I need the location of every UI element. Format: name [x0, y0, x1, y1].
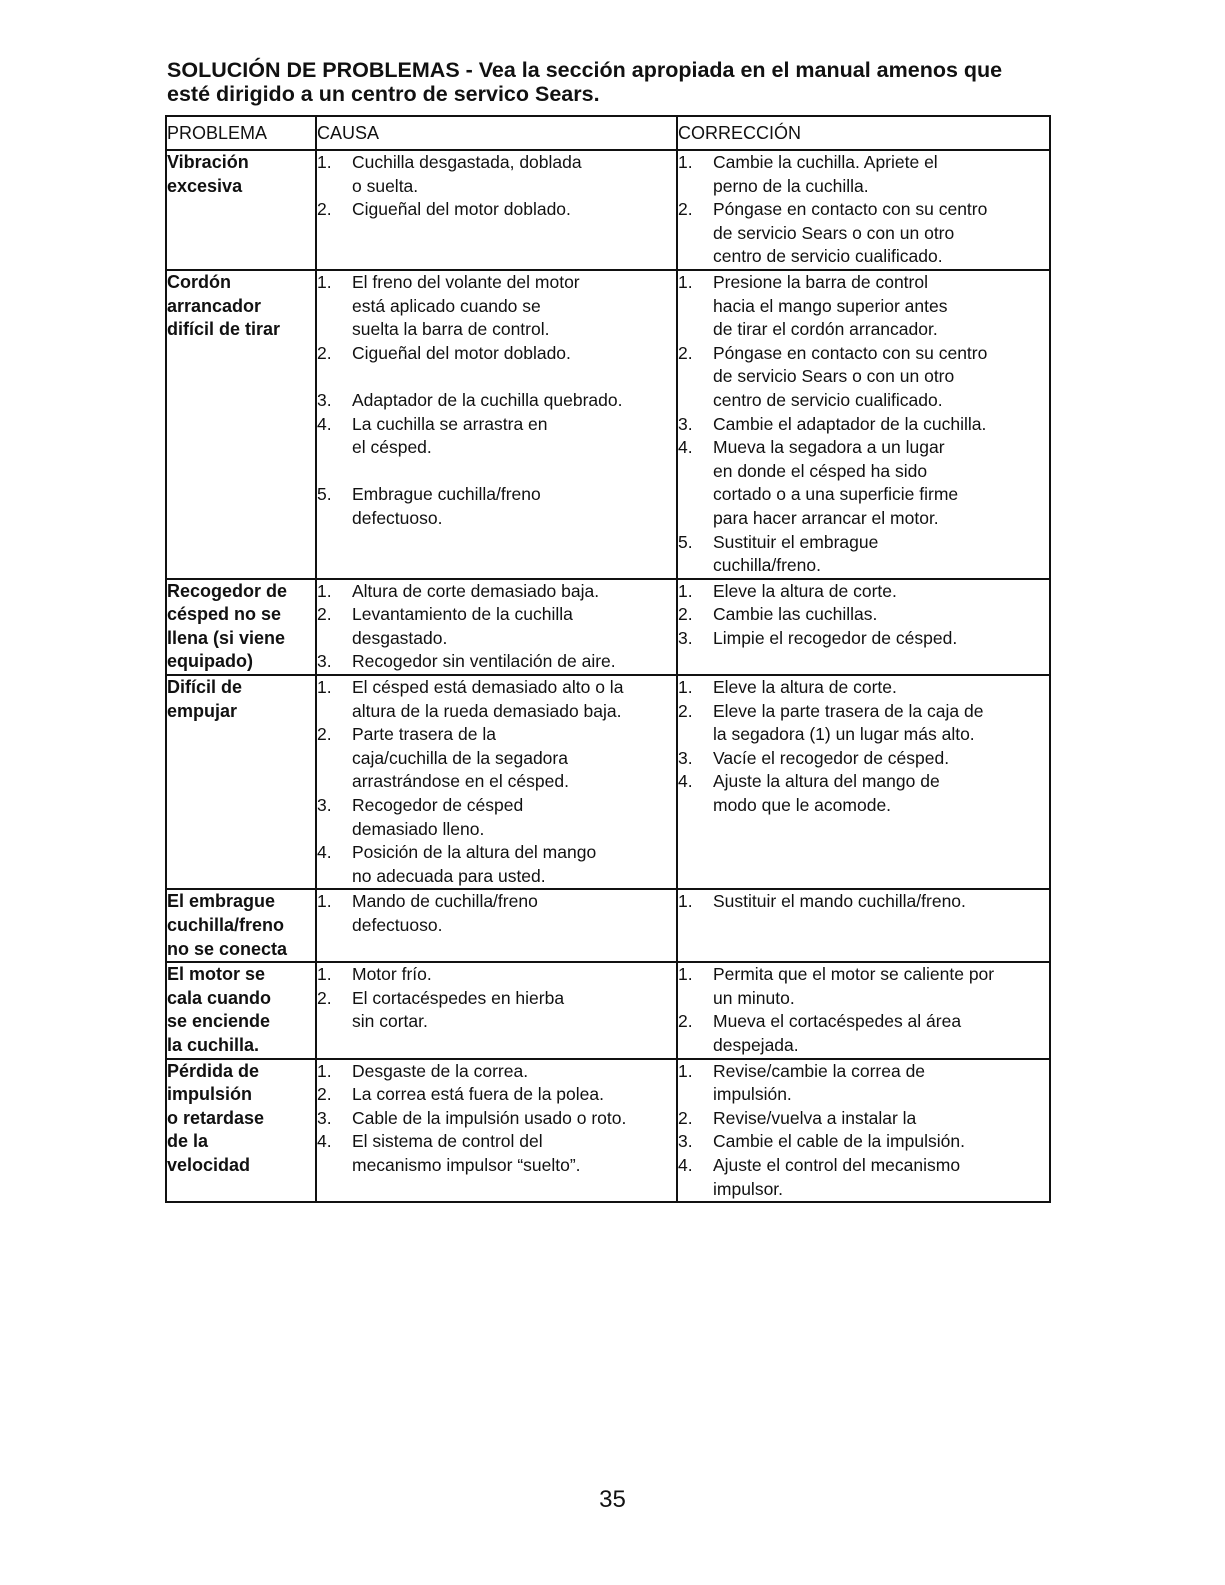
- correction-number: 2.: [678, 342, 693, 363]
- cause-number: 1.: [317, 152, 332, 172]
- cause-text: Cable de la impulsión usado o roto.: [352, 1107, 627, 1128]
- cause-number: 4.: [317, 413, 332, 434]
- problem-cell: [166, 962, 316, 1058]
- table-row: [166, 150, 1050, 270]
- correction-text: Limpie el recogedor de césped.: [713, 627, 958, 648]
- cause-number: 2.: [317, 604, 332, 625]
- correction-number: 4.: [678, 437, 693, 458]
- correction-item: [678, 1107, 1049, 1131]
- cause-text: Altura de corte demasiado baja.: [352, 580, 600, 601]
- problem-text: Difícil de empujar: [167, 677, 243, 721]
- cause-number: 1.: [317, 271, 332, 292]
- correction-item: [678, 747, 1049, 771]
- cause-text: El cortacéspedes en hierba sin cortar.: [352, 987, 565, 1032]
- correction-cell: [677, 962, 1050, 1058]
- correction-cell: [677, 579, 1050, 675]
- cause-text: Desgaste de la correa.: [352, 1060, 529, 1081]
- correction-item: [678, 436, 1049, 530]
- correction-number: 4.: [678, 771, 693, 792]
- cause-number: 2.: [317, 724, 332, 745]
- cause-text: El freno del volante del motor está aplicado cuando se suelta la barra de control.: [352, 271, 580, 340]
- cause-item: [317, 271, 676, 342]
- correction-text: Ajuste el control del mecanismo impulsor.: [713, 1154, 961, 1199]
- header-problem: PROBLEMA: [166, 116, 316, 150]
- correction-text: Eleve la parte trasera de la caja de la segadora (1) un lugar más alto.: [713, 700, 984, 745]
- cause-number: 3.: [317, 1107, 332, 1128]
- table-header-row: [166, 116, 1050, 150]
- problem-text: Recogedor de césped no se llena (si viene equipado): [167, 580, 288, 672]
- cause-number: 3.: [317, 651, 332, 672]
- correction-item: [678, 1130, 1049, 1154]
- cause-text: La cuchilla se arrastra en el césped.: [352, 413, 548, 458]
- correction-item: [678, 531, 1049, 578]
- correction-item: [678, 700, 1049, 747]
- cause-text: La correa está fuera de la polea.: [352, 1084, 604, 1105]
- correction-number: 2.: [678, 604, 693, 625]
- cause-text: Levantamiento de la cuchilla desgastado.: [352, 604, 573, 648]
- header-cause: CAUSA: [316, 116, 677, 150]
- cause-number: 1.: [317, 964, 332, 985]
- cause-text: Posición de la altura del mango no adecuada para usted.: [352, 842, 597, 886]
- correction-number: 3.: [678, 627, 693, 648]
- cause-item: [317, 723, 676, 794]
- correction-number: 1.: [678, 580, 693, 601]
- correction-number: 1.: [678, 1060, 693, 1081]
- correction-text: Mueva la segadora a un lugar en donde el césped ha sido cortado o a una superficie firme para hacer arrancar el motor.: [713, 437, 959, 528]
- problem-text: Cordón arrancador difícil de tirar: [167, 271, 281, 340]
- cause-number: 2.: [317, 987, 332, 1008]
- correction-number: 3.: [678, 413, 693, 434]
- table-row: [166, 889, 1050, 962]
- correction-item: [678, 770, 1049, 817]
- correction-item: [678, 342, 1049, 413]
- correction-text: Ajuste la altura del mango de modo que le acomode.: [713, 771, 940, 816]
- problem-cell: [166, 889, 316, 962]
- correction-item: [678, 271, 1049, 342]
- problem-text: El motor se cala cuando se enciende la cuchilla.: [167, 964, 272, 1055]
- cause-text: Embrague cuchilla/freno defectuoso.: [352, 484, 541, 528]
- problem-cell: [166, 675, 316, 889]
- cause-text: Parte trasera de la caja/cuchilla de la segadora arrastrándose en el césped.: [352, 724, 569, 792]
- correction-number: 2.: [678, 1107, 693, 1128]
- table-row: [166, 579, 1050, 675]
- correction-text: Permita que el motor se caliente por un minuto.: [713, 964, 995, 1008]
- cause-number: 3.: [317, 795, 332, 816]
- correction-number: 1.: [678, 152, 693, 172]
- correction-item: [678, 890, 1049, 914]
- correction-text: Cambie el adaptador de la cuchilla.: [713, 413, 987, 434]
- cause-number: 2.: [317, 342, 332, 363]
- correction-number: 1.: [678, 271, 693, 292]
- cause-text: Cigueñal del motor doblado.: [352, 342, 571, 363]
- correction-cell: [677, 150, 1050, 270]
- problem-text: Vibración excesiva: [167, 152, 249, 196]
- cause-item: [317, 483, 676, 530]
- cause-text: El sistema de control del mecanismo impulsor “suelto”.: [352, 1131, 581, 1175]
- correction-item: [678, 413, 1049, 437]
- correction-cell: [677, 1059, 1050, 1203]
- problem-text: Pérdida de impulsión o retardase de la velocidad: [167, 1060, 265, 1175]
- problem-text: El embrague cuchilla/freno no se conecta: [167, 891, 288, 959]
- cause-number: 2.: [317, 199, 332, 220]
- correction-number: 3.: [678, 747, 693, 768]
- correction-item: [678, 676, 1049, 700]
- correction-text: Sustituir el mando cuchilla/freno.: [713, 891, 966, 912]
- cause-item: [317, 413, 676, 484]
- correction-item: [678, 1154, 1049, 1201]
- cause-number: 3.: [317, 389, 332, 410]
- correction-item: [678, 627, 1049, 651]
- correction-number: 1.: [678, 891, 693, 912]
- correction-number: 2.: [678, 199, 693, 220]
- cause-text: El césped está demasiado alto o la altura de la rueda demasiado baja.: [352, 677, 624, 721]
- cause-item: [317, 841, 676, 888]
- cause-cell: [316, 270, 677, 579]
- cause-text: Recogedor sin ventilación de aire.: [352, 651, 616, 672]
- cause-item: [317, 1130, 676, 1177]
- table-body: [166, 150, 1050, 1202]
- correction-text: Cambie el cable de la impulsión.: [713, 1131, 965, 1152]
- header-correction: CORRECCIÓN: [677, 116, 1050, 150]
- cause-item: [317, 580, 676, 604]
- correction-number: 5.: [678, 531, 693, 552]
- correction-item: [678, 963, 1049, 1010]
- correction-text: Póngase en contacto con su centro de servicio Sears o con un otro centro de servicio cualificado.: [713, 342, 988, 410]
- cause-text: Motor frío.: [352, 964, 432, 985]
- cause-cell: [316, 675, 677, 889]
- troubleshooting-table: [165, 115, 1051, 1203]
- cause-item: [317, 650, 676, 674]
- cause-text: Cuchilla desgastada, doblada o suelta.: [352, 152, 582, 196]
- cause-number: 1.: [317, 677, 332, 698]
- correction-text: Póngase en contacto con su centro de servicio Sears o con un otro centro de servicio cualificado.: [713, 199, 988, 267]
- cause-text: Adaptador de la cuchilla quebrado.: [352, 389, 623, 410]
- correction-item: [678, 603, 1049, 627]
- cause-text: Cigueñal del motor doblado.: [352, 199, 571, 220]
- problem-cell: [166, 270, 316, 579]
- correction-text: Mueva el cortacéspedes al área despejada.: [713, 1011, 962, 1055]
- cause-item: [317, 1083, 676, 1107]
- cause-number: 1.: [317, 891, 332, 912]
- correction-text: Cambie la cuchilla. Apriete el perno de la cuchilla.: [713, 152, 938, 196]
- correction-number: 2.: [678, 1011, 693, 1032]
- correction-text: Vacíe el recogedor de césped.: [713, 747, 950, 768]
- cause-number: 4.: [317, 842, 332, 863]
- cause-item: [317, 198, 676, 222]
- heading-line-2: esté dirigido a un centro de servico Sears.: [167, 82, 600, 106]
- correction-number: 2.: [678, 700, 693, 721]
- cause-number: 2.: [317, 1084, 332, 1105]
- correction-cell: [677, 675, 1050, 889]
- correction-item: [678, 151, 1049, 198]
- correction-text: Revise/cambie la correa de impulsión.: [713, 1060, 926, 1105]
- cause-item: [317, 987, 676, 1034]
- table-row: [166, 962, 1050, 1058]
- correction-number: 3.: [678, 1131, 693, 1152]
- cause-number: 1.: [317, 580, 332, 601]
- cause-item: [317, 603, 676, 650]
- correction-number: 1.: [678, 677, 693, 698]
- correction-number: 1.: [678, 964, 693, 985]
- cause-item: [317, 676, 676, 723]
- heading-line-1: SOLUCIÓN DE PROBLEMAS - Vea la sección apropiada en el manual amenos que: [167, 58, 1003, 82]
- correction-cell: [677, 270, 1050, 579]
- cause-item: [317, 389, 676, 413]
- correction-item: [678, 198, 1049, 269]
- cause-cell: [316, 579, 677, 675]
- problem-cell: [166, 579, 316, 675]
- cause-cell: [316, 962, 677, 1058]
- correction-item: [678, 580, 1049, 604]
- cause-number: 5.: [317, 484, 332, 505]
- cause-item: [317, 963, 676, 987]
- correction-text: Eleve la altura de corte.: [713, 677, 897, 698]
- correction-text: Presione la barra de control hacia el mango superior antes de tirar el cordón arrancador.: [713, 271, 948, 340]
- cause-item: [317, 1060, 676, 1084]
- cause-cell: [316, 889, 677, 962]
- correction-text: Sustituir el embrague cuchilla/freno.: [713, 531, 879, 576]
- cause-item: [317, 794, 676, 841]
- cause-text: Mando de cuchilla/freno defectuoso.: [352, 891, 538, 935]
- table-row: [166, 1059, 1050, 1203]
- correction-item: [678, 1010, 1049, 1057]
- correction-number: 4.: [678, 1154, 693, 1175]
- table-row: [166, 270, 1050, 579]
- problem-cell: [166, 150, 316, 270]
- cause-item: [317, 151, 676, 198]
- correction-text: Revise/vuelva a instalar la: [713, 1107, 917, 1128]
- cause-cell: [316, 150, 677, 270]
- page-number: 35: [599, 1486, 626, 1513]
- correction-text: Eleve la altura de corte.: [713, 580, 897, 601]
- page-heading: [167, 58, 1067, 106]
- cause-number: 4.: [317, 1131, 332, 1152]
- table-row: [166, 675, 1050, 889]
- cause-item: [317, 890, 676, 937]
- cause-number: 1.: [317, 1060, 332, 1081]
- correction-item: [678, 1060, 1049, 1107]
- cause-item: [317, 1107, 676, 1131]
- cause-cell: [316, 1059, 677, 1203]
- correction-text: Cambie las cuchillas.: [713, 604, 878, 625]
- cause-item: [317, 342, 676, 389]
- correction-cell: [677, 889, 1050, 962]
- cause-text: Recogedor de césped demasiado lleno.: [352, 795, 524, 839]
- problem-cell: [166, 1059, 316, 1203]
